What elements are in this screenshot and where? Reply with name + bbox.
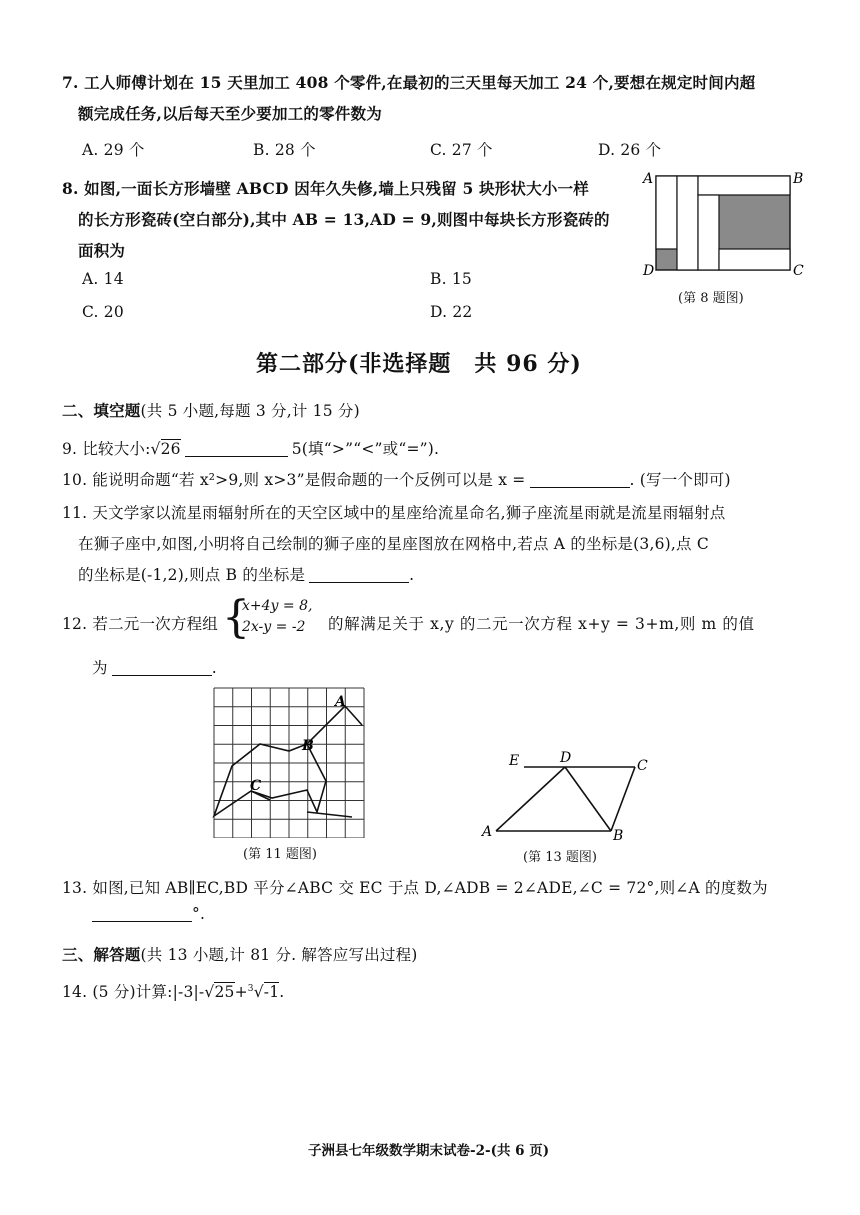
q13-answer-blank[interactable] [92, 905, 192, 922]
q12-suffix: . [211, 659, 217, 677]
q8-line1: 8. 如图,一面长方形墙壁 ABCD 因年久失修,墙上只残留 5 块形状大小一样 [62, 179, 589, 198]
tile-5 [719, 249, 790, 270]
fig11-caption: (第 11 题图) [243, 847, 317, 862]
q7-option-a: A. 29 个 [82, 141, 145, 159]
q8-option-c: C. 20 [82, 303, 124, 321]
part3-heading-rest: (共 13 小题,计 81 分. 解答应写出过程) [140, 946, 418, 964]
q8-option-b: B. 15 [430, 270, 472, 288]
fig11-label-c: C [250, 778, 262, 794]
fig8-label-a: A [643, 171, 654, 187]
q11-line2: 在狮子座中,如图,小明将自己绘制的狮子座的星座图放在网格中,若点 A 的坐标是(3,6),点 C [78, 535, 709, 553]
q7-option-c: C. 27 个 [430, 141, 493, 159]
fig13-label-a: A [482, 824, 493, 840]
q14-plus: + [234, 983, 248, 1001]
q13-line1: 13. 如图,已知 AB∥EC,BD 平分∠ABC 交 EC 于点 D,∠ADB = 2∠ADE,∠C = 72°,则∠A 的度数为 [62, 879, 768, 897]
q8-option-d: D. 22 [430, 303, 473, 321]
fig11-label-a: A [335, 694, 346, 710]
q12-system [242, 596, 312, 638]
fig8-label-d: D [643, 263, 655, 279]
q9-prefix: 9. 比较大小: [62, 440, 151, 458]
q12-line2 [92, 656, 217, 678]
fig13-label-b: B [613, 828, 624, 844]
fig11-label-b: B [302, 738, 314, 754]
q11-line3-text: 的坐标是(-1,2),则点 B 的坐标是 [78, 566, 306, 584]
sqrt-sign: √ [150, 440, 161, 458]
tile-2 [677, 176, 698, 270]
q9-suffix: 5(填“>”“<”或“=”). [291, 440, 440, 458]
q12-prefix: 12. 若二元一次方程组 [62, 615, 218, 633]
q8-line3: 面积为 [78, 241, 126, 260]
q7-option-d: D. 26 个 [598, 141, 662, 159]
q10-suffix: . (写一个即可) [629, 471, 731, 489]
q12-line2-text: 为 [92, 659, 108, 677]
part2-heading-rest: (共 5 小题,每题 3 分,计 15 分) [140, 402, 360, 420]
q13-suffix: °. [192, 905, 206, 923]
q11-suffix: . [409, 566, 415, 584]
q7-option-b: B. 28 个 [253, 141, 316, 159]
part2-heading-bold: 二、填空题 [62, 401, 141, 420]
tile-1 [656, 176, 677, 249]
tile-4 [698, 195, 719, 270]
fig13-label-c: C [637, 758, 648, 774]
line-ad [496, 767, 565, 831]
fig13-label-d: D [560, 750, 572, 766]
page-footer: 子洲县七年级数学期末试卷-2-(共 6 页) [308, 1143, 550, 1159]
q10-text: 10. 能说明命题“若 x²>9,则 x>3”是假命题的一个反例可以是 x = [62, 471, 526, 489]
part2-heading [62, 399, 360, 421]
figure-11 [212, 686, 372, 838]
q14-radicand-1: 25 [214, 983, 235, 1001]
q13-line2 [92, 905, 205, 923]
part3-heading-bold: 三、解答题 [62, 945, 141, 964]
q14-line [62, 980, 284, 1002]
q7-line1: 7. 工人师傅计划在 15 天里加工 408 个零件,在最初的三天里每天加工 24 个,要想在规定时间内超 [62, 73, 756, 92]
q9-answer-blank[interactable] [185, 440, 288, 457]
constellation-line [214, 706, 362, 816]
q7-line2: 额完成任务,以后每天至少要加工的零件数为 [78, 104, 382, 123]
line-bd [565, 767, 611, 831]
fig8-label-b: B [793, 171, 804, 187]
q12-eq2: 2x-y = -2 [242, 619, 306, 635]
fig8-label-c: C [793, 263, 804, 279]
q12-eq1: x+4y = 8, [242, 598, 313, 614]
tile-3 [698, 176, 790, 195]
q14-root-index: 3 [247, 983, 254, 994]
q8-option-a: A. 14 [82, 270, 124, 288]
sqrt-sign: √ [204, 983, 215, 1001]
fig13-label-e: E [509, 753, 520, 769]
part3-heading [62, 943, 418, 965]
q8-line2: 的长方形瓷砖(空白部分),其中 AB = 13,AD = 9,则图中每块长方形瓷砖的 [78, 210, 610, 229]
q12-middle: 的解满足关于 x,y 的二元一次方程 x+y = 3+m,则 m 的值 [328, 615, 755, 633]
q11-line3 [78, 563, 414, 585]
q12-brace: { [222, 592, 250, 643]
q10-answer-blank[interactable] [530, 471, 630, 488]
q11-answer-blank[interactable] [309, 566, 409, 583]
q12-answer-blank[interactable] [112, 659, 212, 676]
q14-prefix: 14. (5 分)计算:|-3|- [62, 983, 205, 1001]
q9-radicand: 26 [160, 440, 181, 458]
q9-line [62, 437, 439, 459]
line-bc [611, 767, 635, 831]
section2-title: 第二部分(非选择题 共 96 分) [256, 351, 582, 377]
fig8-caption: (第 8 题图) [678, 291, 744, 306]
figure-13 [480, 748, 660, 848]
q14-end: . [279, 983, 285, 1001]
fig13-caption: (第 13 题图) [523, 850, 597, 865]
q11-line1: 11. 天文学家以流星雨辐射所在的天空区域中的星座给流星命名,狮子座流星雨就是流星雨辐射点 [62, 504, 726, 522]
figure-8 [640, 168, 810, 288]
cbrt-sign: √ [253, 983, 264, 1001]
q14-radicand-2: -1 [263, 983, 280, 1001]
q10-line [62, 468, 731, 490]
